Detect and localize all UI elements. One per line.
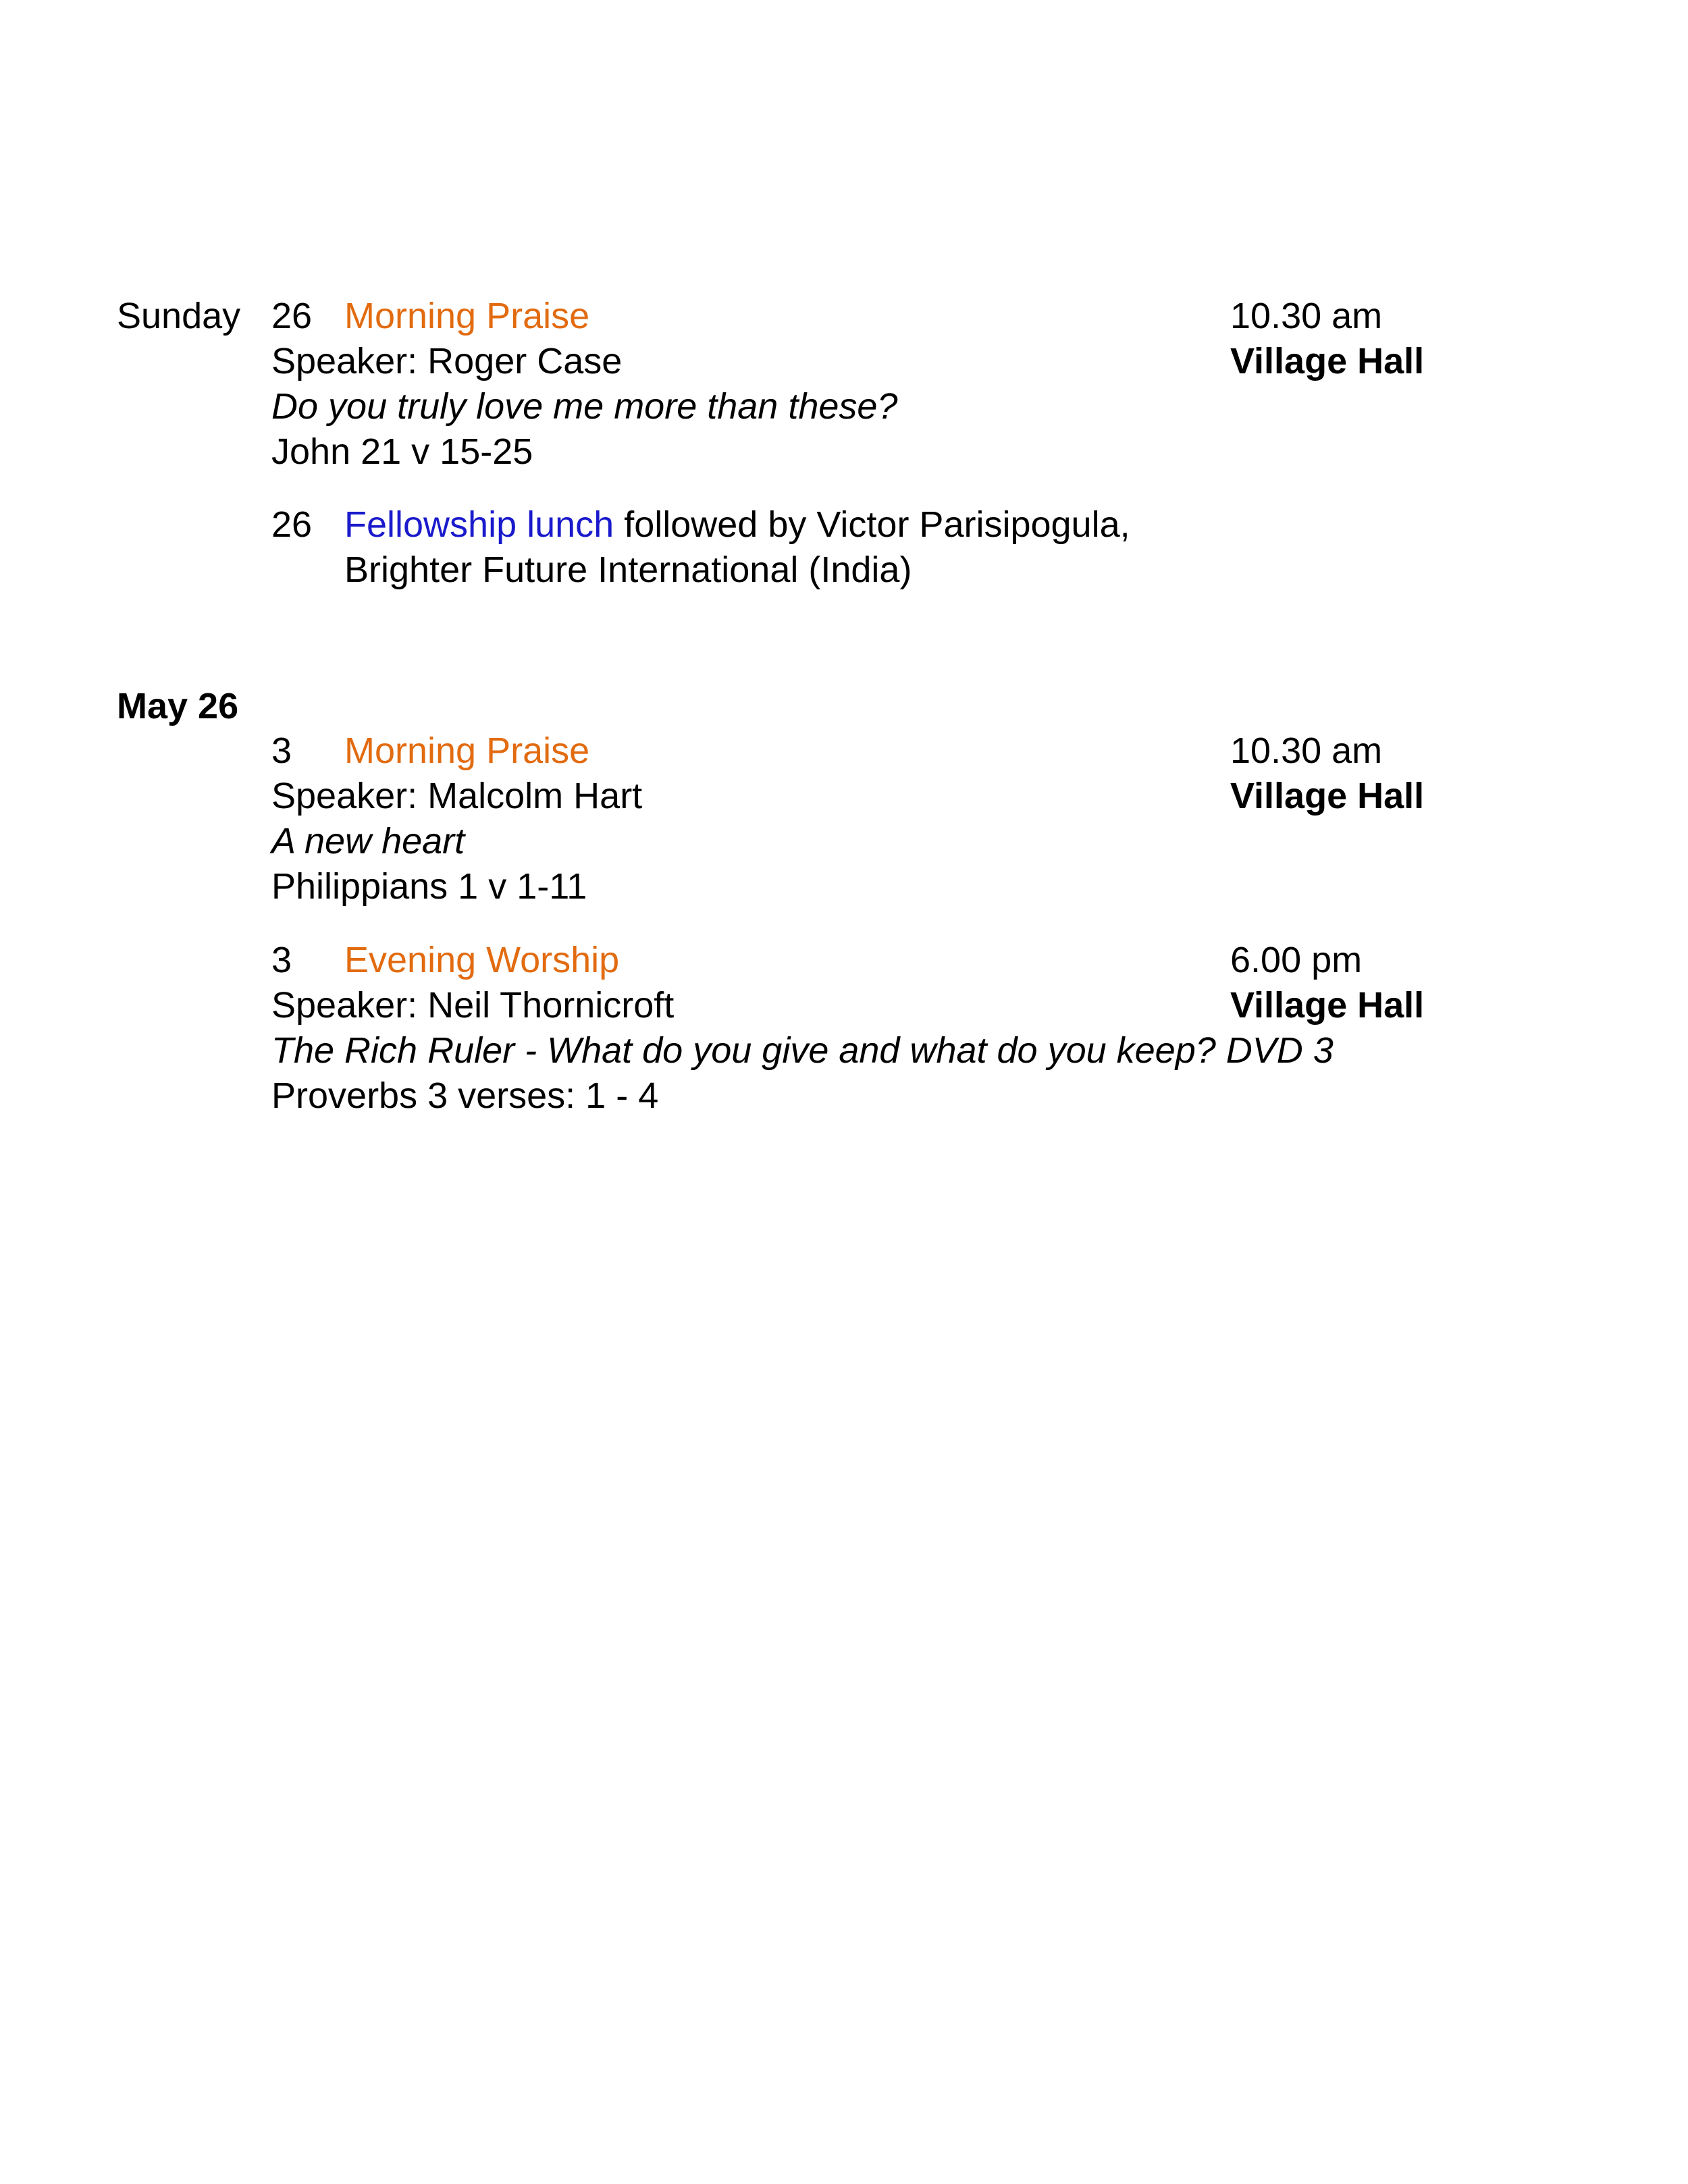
month-heading: May 26 — [117, 686, 239, 726]
event-venue: Village Hall — [1230, 341, 1425, 381]
event-date: 26 — [271, 296, 313, 336]
event-speaker: Speaker: Neil Thornicroft — [271, 985, 675, 1026]
event-theme: The Rich Ruler - What do you give and what do you keep? DVD 3 — [271, 1030, 1334, 1071]
event-theme: Do you truly love me more than these? — [271, 386, 898, 427]
event-theme: A new heart — [271, 821, 465, 861]
event-time: 10.30 am — [1230, 730, 1383, 771]
fellowship-line — [344, 506, 1130, 543]
event-speaker: Speaker: Roger Case — [271, 341, 623, 381]
event-date: 3 — [271, 940, 292, 980]
event-date: 26 — [271, 504, 313, 545]
fellowship-rest: followed by Victor Parisipogula, — [614, 504, 1130, 545]
event-venue: Village Hall — [1230, 985, 1425, 1026]
fellowship-line-2: Brighter Future International (India) — [344, 550, 912, 590]
event-venue: Village Hall — [1230, 776, 1425, 816]
event-time: 6.00 pm — [1230, 940, 1363, 980]
event-title: Morning Praise — [344, 730, 590, 771]
event-reading: Philippians 1 v 1-11 — [271, 866, 587, 907]
event-title: Evening Worship — [344, 940, 620, 980]
event-title: Morning Praise — [344, 296, 590, 336]
event-reading: Proverbs 3 verses: 1 - 4 — [271, 1075, 659, 1116]
event-date: 3 — [271, 730, 292, 771]
event-speaker: Speaker: Malcolm Hart — [271, 776, 643, 816]
day-label: Sunday — [117, 296, 241, 336]
fellowship-title: Fellowship lunch — [344, 504, 614, 545]
event-time: 10.30 am — [1230, 296, 1383, 336]
event-reading: John 21 v 15-25 — [271, 431, 533, 472]
